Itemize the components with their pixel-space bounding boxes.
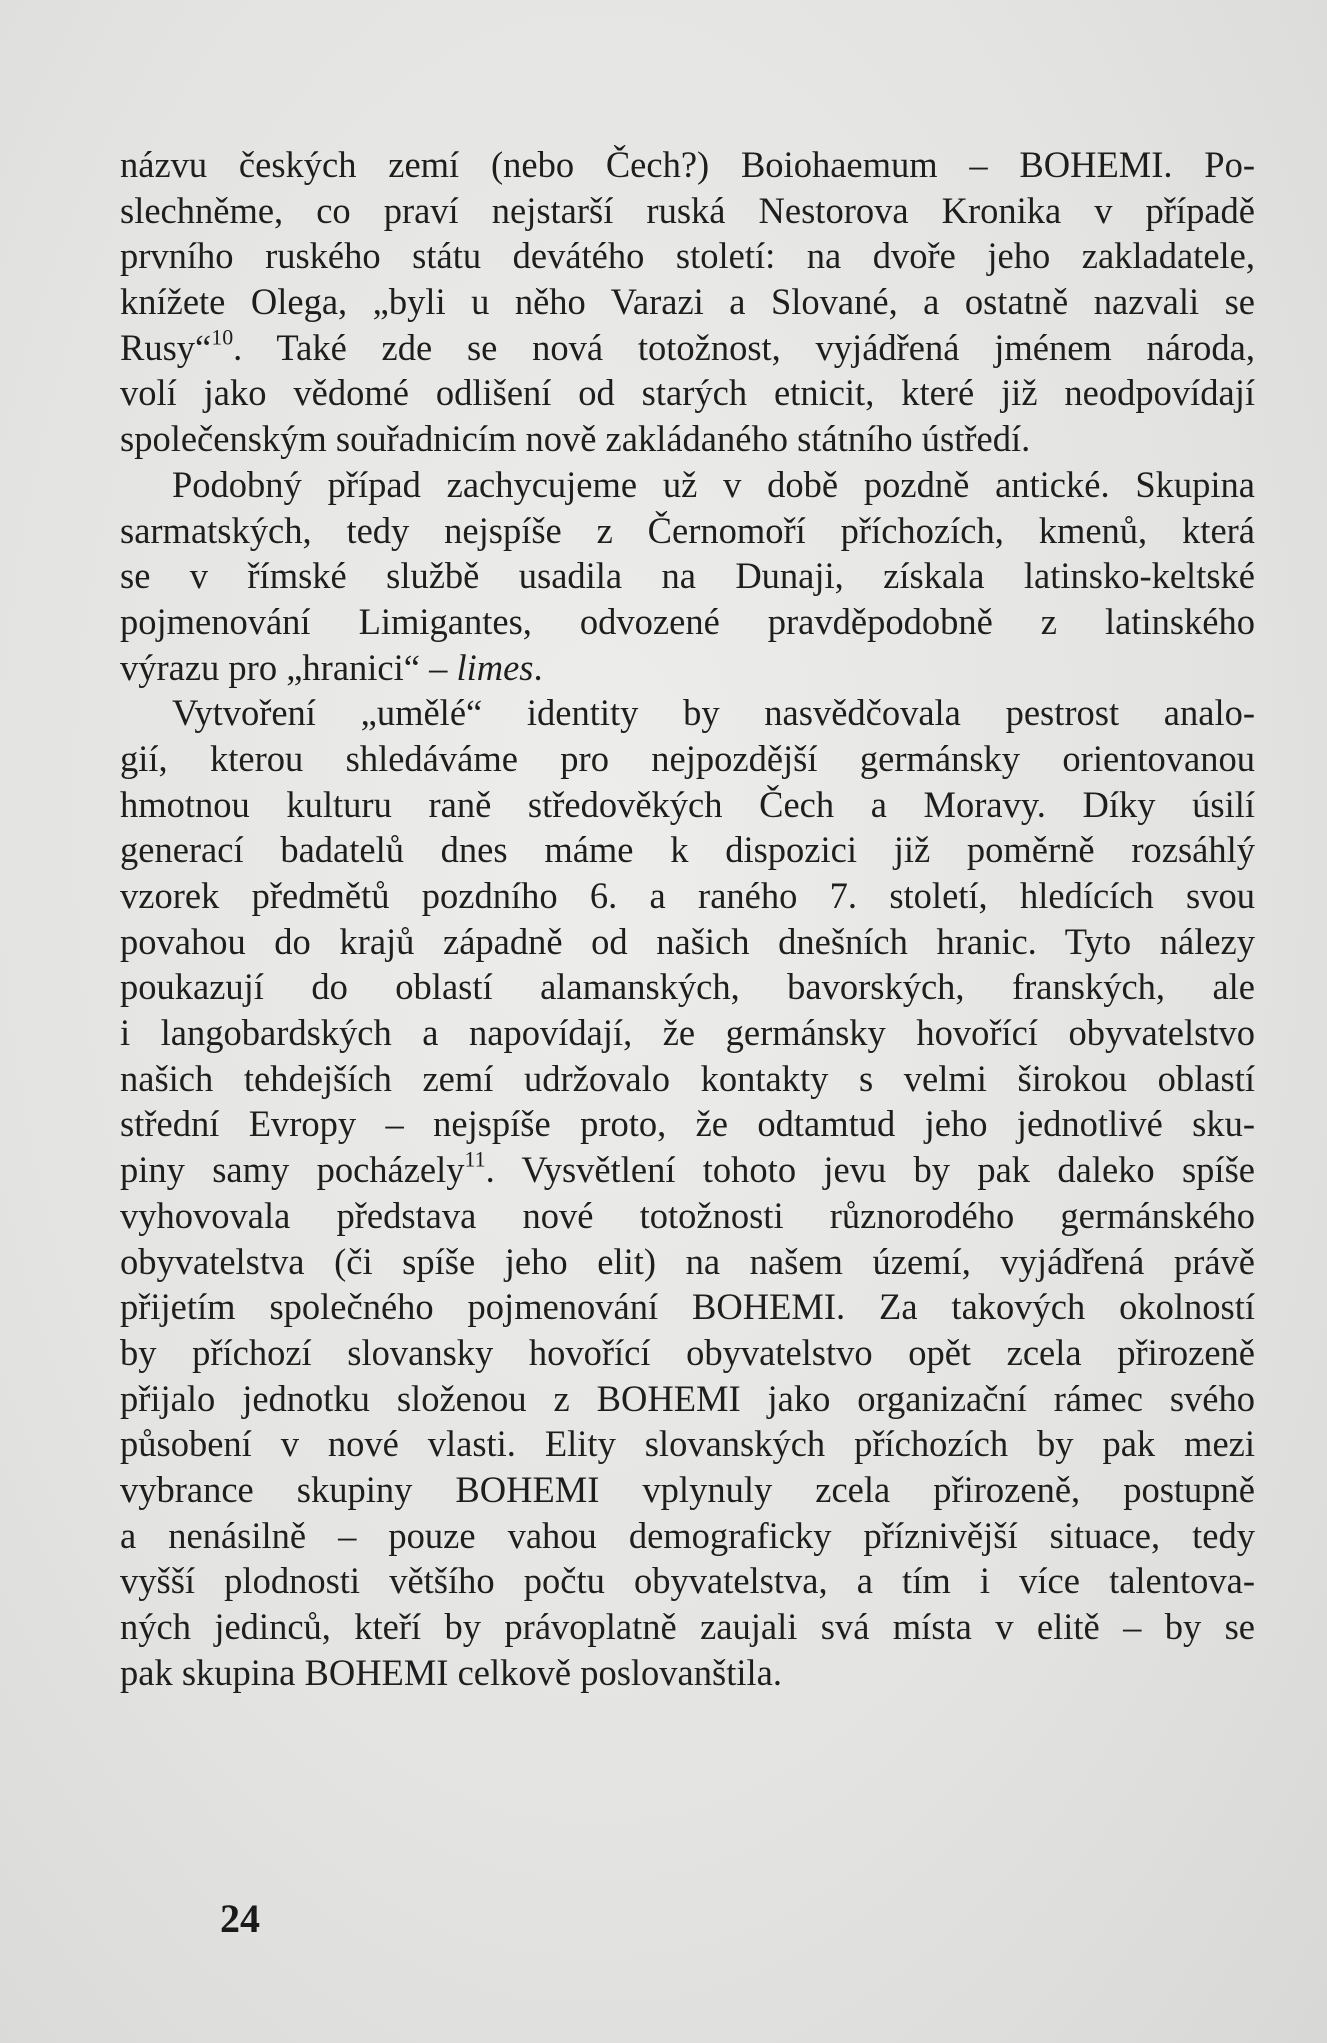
text-line: vyhovovala představa nové totožnosti různorodého germánského bbox=[120, 1194, 1255, 1236]
text-line: přijetím společného pojmenování BOHEMI. Za takových okolností bbox=[120, 1286, 1255, 1328]
text-line: názvu českých zemí (nebo Čech?) Boiohaemum – BOHEMI. Po- bbox=[120, 144, 1255, 185]
text-line: vyšší plodnosti většího počtu obyvatelstva, a tím i více talentova- bbox=[120, 1560, 1255, 1602]
text-line: piny samy pocházely$^{11}$. Vysvětlení tohoto jevu by pak daleko spíše bbox=[120, 1146, 1255, 1191]
text-line: Vytvoření „umělé“ identity by nasvědčovala pestrost analo- bbox=[172, 692, 1255, 734]
text-line: gií, kterou shledáváme pro nejpozdější germánsky orientovanou bbox=[120, 737, 1255, 779]
text-line: i langobardských a napovídají, že germánsky hovořící obyvatelstvo bbox=[120, 1012, 1255, 1054]
footnote-marker: 11 bbox=[464, 1146, 486, 1172]
text-line: vzorek předmětů pozdního 6. a raného 7. století, hledících svou bbox=[120, 875, 1255, 916]
text-line: pak skupina BOHEMI celkově poslovanštila. bbox=[120, 1651, 782, 1693]
text-line: společenským souřadnicím nově zakládaného státního ústředí. bbox=[120, 418, 1031, 460]
text-line: volí jako vědomé odlišení od starých etnicit, které již neodpovídají bbox=[120, 372, 1255, 414]
text-line: přijalo jednotku složenou z BOHEMI jako organizační rámec svého bbox=[120, 1377, 1255, 1419]
text-line: knížete Olega, „byli u něho Varazi a Slované, a ostatně nazvali se bbox=[120, 281, 1255, 323]
text-line: působení v nové vlasti. Elity slovanských příchozích by pak mezi bbox=[120, 1423, 1255, 1465]
footnote-marker: 10 bbox=[211, 324, 234, 350]
text-line: povahou do krajů západně od našich dnešních hranic. Tyto nálezy bbox=[120, 920, 1255, 962]
text-line: generací badatelů dnes máme k dispozici již poměrně rozsáhlý bbox=[120, 829, 1255, 871]
text-line: našich tehdejších zemí udržovalo kontakty s velmi širokou oblastí bbox=[120, 1057, 1255, 1099]
text-line: a nenásilně – pouze vahou demograficky příznivější situace, tedy bbox=[120, 1514, 1255, 1556]
text-line: obyvatelstva (či spíše jeho elit) na našem území, vyjádřená právě bbox=[120, 1240, 1255, 1282]
text-line: výrazu pro „hranici“ – limes. bbox=[120, 646, 543, 688]
body-text bbox=[120, 142, 1255, 1695]
text-line: Rusy“$^{10}$. Také zde se nová totožnost, vyjádřená jménem národa, bbox=[120, 324, 1255, 368]
text-line: pojmenování Limigantes, odvozené pravděpodobně z latinského bbox=[120, 600, 1255, 642]
text-line: by příchozí slovansky hovořící obyvatelstvo opět zcela přirozeně bbox=[120, 1331, 1255, 1373]
text-line: poukazují do oblastí alamanských, bavorských, franských, ale bbox=[120, 966, 1255, 1008]
text-line: sarmatských, tedy nejspíše z Černomoří příchozích, kmenů, která bbox=[120, 509, 1255, 551]
text-line: se v římské službě usadila na Dunaji, získala latinsko-keltské bbox=[120, 555, 1255, 597]
page-number: 24 bbox=[220, 1896, 260, 1941]
text-line: slechněme, co praví nejstarší ruská Nestorova Kronika v případě bbox=[120, 189, 1255, 231]
text-line: prvního ruského státu devátého století: na dvoře jeho zakladatele, bbox=[120, 235, 1255, 277]
italic-term: limes bbox=[456, 646, 534, 688]
text-line: střední Evropy – nejspíše proto, že odtamtud jeho jednotlivé sku- bbox=[120, 1103, 1255, 1145]
text-line: ných jedinců, kteří by právoplatně zaujali svá místa v elitě – by se bbox=[120, 1606, 1255, 1647]
text-line: vybrance skupiny BOHEMI vplynuly zcela přirozeně, postupně bbox=[120, 1468, 1255, 1510]
text-line: Podobný případ zachycujeme už v době pozdně antické. Skupina bbox=[172, 463, 1255, 505]
text-line: hmotnou kulturu raně středověkých Čech a Moravy. Díky úsilí bbox=[120, 783, 1255, 825]
